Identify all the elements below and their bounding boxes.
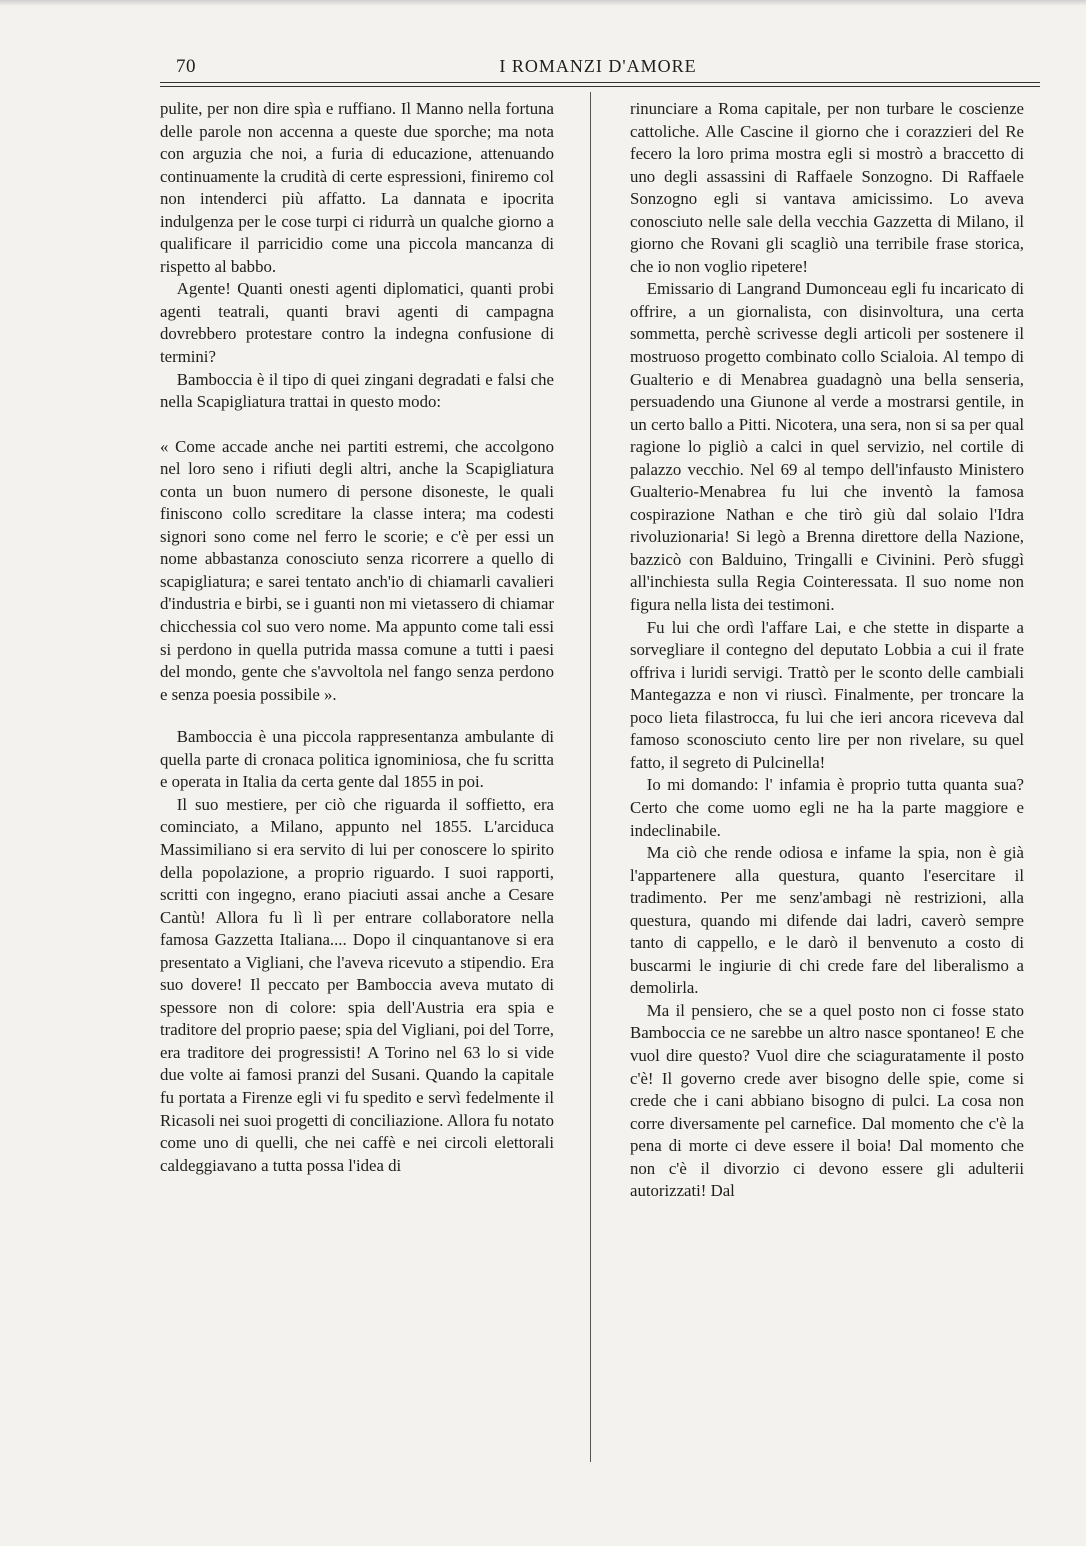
header-rule-thin [160, 82, 1040, 83]
running-title: I ROMANZI D'AMORE [499, 56, 697, 76]
column-divider [590, 92, 591, 1462]
paragraph: Bamboccia è il tipo di quei zingani degradati e falsi che nella Scapigliatura trattai in questo modo: [160, 369, 554, 412]
paragraph: Il suo mestiere, per ciò che riguarda il soffietto, era cominciato, a Milano, appunto nel 1855. L'arciduca Massimiliano si era servito di lui per conoscere lo spirito della popolazione, a proprio riguardo. I suoi rapporti, scritti con ingegno, erano piaciuti assai anche a Cesare Cantù! Allora fu lì lì per entrare collaboratore nella famosa Gazzetta Italiana.... Dopo il cinquantanove si era presentato a Vigliani, che l'aveva ricevuto a stipendio. Era suo dovere! Il peccato per Bamboccia aveva mutato di spessore non di colore: spia dell'Austria era spia e traditore del proprio paese; spia del Vigliani, poi del Torre, era traditore dei progressisti! A Torino nel 63 lo si vide due volte ai famosi pranzi del Susani. Quando la capitale fu portata a Firenze egli vi fu spedito e servì fedelmente il Ricasoli nei suoi progetti di conciliazione. Allora fu notato come uno di quelli, che nei caffè e nei circoli elettorali caldeggiavano a tutta possa l'idea di [160, 794, 554, 1175]
paragraph: Bamboccia è una piccola rappresentanza ambulante di quella parte di cronaca politica ignominiosa, che fu scritta e operata in Italia da certa gente dal 1855 in poi. [160, 727, 554, 792]
paragraph: Ma ciò che rende odiosa e infame la spia, non è già l'appartenere alla questura, quanto l'esercitare il tradimento. Per me senz'ambagi nè restrizioni, alla questura, quando mi difende dai ladri, caverò sempre tanto di cappello, e le darò il benvenuto a costo di buscarmi le ingiurie di chi crede fare del liberalismo a demolirla. [630, 843, 1024, 998]
paragraph: Ma il pensiero, che se a quel posto non ci fosse stato Bamboccia ce ne sarebbe un altro nasce spontaneo! E che vuol dire questo? Vuol dire che sciaguratamente il posto c'è! Il governo crede aver bisogno delle spie, come si crede che i cani abbiano bisogno di pulci. La cosa non corre diversamente pel carnefice. Dal momento che c'è la pena di morte ci deve essere il boia! Dal momento che non c'è il divorzio ci devono essere gli adulterii autorizzati! Dal [630, 1000, 1024, 1201]
block-quote [160, 436, 554, 707]
left-column [160, 98, 554, 1177]
page-number: 70 [176, 56, 196, 77]
page-header [160, 56, 1036, 82]
paragraph: rinunciare a Roma capitale, per non turbare le coscienze cattoliche. Alle Cascine il giorno che i corazzieri del Re fecero la loro prima mostra egli si mostrò a braccetto di uno degli assassini di Raffaele Sonzogno. Di Raffaele Sonzogno egli si vantava amicissimo. Lo aveva conosciuto nelle sale della vecchia Gazzetta di Milano, il giorno che Rovani gli scagliò una terribile frase storica, che io non voglio ripetere! [630, 99, 1024, 276]
page-top-edge [0, 0, 1086, 6]
paragraph: Io mi domando: l' infamia è proprio tutta quanta sua? Certo che come uomo egli ne ha la parte maggiore e indeclinabile. [630, 775, 1024, 840]
quote-text: « Come accade anche nei partiti estremi, che accolgono nel loro seno i rifiuti degli altri, anche la Scapigliatura conta un buon numero di persone disoneste, le quali finiscono collo screditare la classe intera; ma codesti signori sono come nel ferro le scorie; e c'è per essi un nome abbastanza conosciuto senza ricorrere a quello di scapigliatura; e sarei tentato anch'io di chiamarli cavalieri d'industria e birbi, se i guanti non mi vietassero di chiamar chicchessia col suo vero nome. Ma appunto come tali essi si perdono in quella putrida massa comune a tutti i paesi del mondo, gente che s'avvoltola nel fango senza perdono e senza poesia possibile ». [160, 436, 554, 704]
paragraph: Emissario di Langrand Dumonceau egli fu incaricato di offrire, a un giornalista, con disinvoltura, una certa sommetta, perchè scrivesse degli articoli per sostenere il mostruoso progetto combinato collo Scialoia. Al tempo di Gualterio e di Menabrea guadagnò una bella senseria, persuadendo una Giunone al verde a mostrarsi gentile, in un certo ballo a Pitti. Nicotera, una sera, non si sa per qual ragione lo pigliò a calci in quel servizio, nel cortile di palazzo vecchio. Nel 69 al tempo dell'infausto Ministero Gualterio-Menabrea fu lui che inventò la famosa cospirazione Nathan e che tirò giù dal solaio l'Idra rivoluzionaria! Si legò a Brenna direttore della Nazione, bazzicò con Balduino, Tringalli e Civinini. Però sfuggì all'inchiesta sulla Regia Cointeressata. Il suo nome non figura nella lista dei testimoni. [630, 279, 1024, 615]
paragraph: Agente! Quanti onesti agenti diplomatici, quanti probi agenti teatrali, quanti bravi agenti di campagna dovrebbero protestare contro la indegna confusione di termini? [160, 279, 554, 367]
header-rule [160, 86, 1040, 87]
paragraph: Fu lui che ordì l'affare Lai, e che stette in disparte a sorvegliare il contegno del deputato Lobbia a cui il frate offriva i luridi servigi. Trattò per le sconto delle cambiali Mantegazza e non vi riuscì. Finalmente, per troncare la poco lieta filastrocca, fu lui che ieri ancora riceveva dal famoso sconosciuto cento lire per non rivelare, su quel fatto, il segreto di Pulcinella! [630, 617, 1024, 772]
right-column [630, 98, 1024, 1203]
paragraph: pulite, per non dire spìa e ruffiano. Il Manno nella fortuna delle parole non accenna a queste due sporche; ma nota con arguzia che noi, a furia di educazione, attenuando continuamente la crudità di certe espressioni, finiremo col non intenderci più affatto. La dannata e ipocrita indulgenza per le cose turpi ci ridurrà un qualche giorno a qualificare il parricidio come una piccola mancanza di rispetto al babbo. [160, 99, 554, 276]
